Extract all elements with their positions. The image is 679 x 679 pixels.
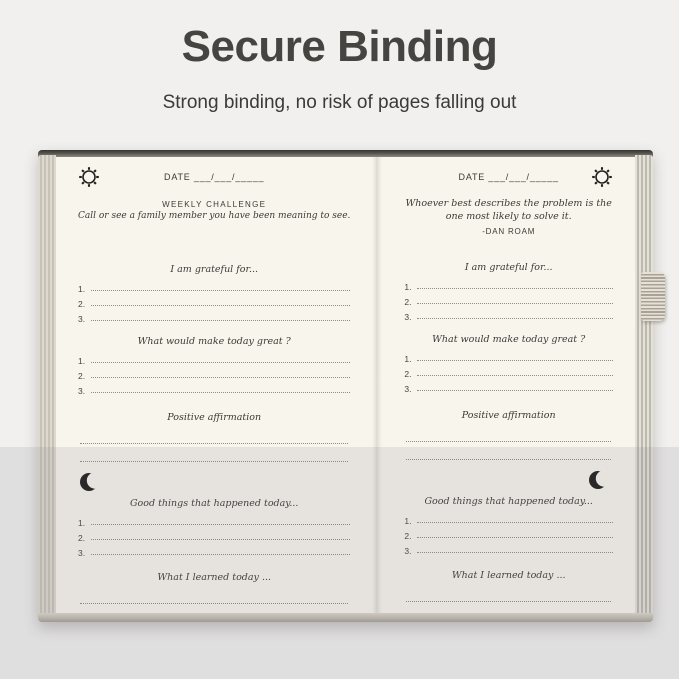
dotted-line (406, 427, 611, 442)
numbered-line (78, 294, 350, 309)
open-pages (56, 157, 635, 613)
numbered-line (404, 541, 613, 556)
line-number: 3. (404, 546, 412, 556)
weekly-challenge-heading: WEEKLY CHALLENGE (162, 200, 267, 209)
prompt-good-things: Good things that happened today... (424, 496, 593, 507)
today-great-lines (404, 349, 613, 394)
pen-loop (641, 272, 665, 321)
line-number: 3. (78, 548, 86, 558)
dotted-line (80, 447, 348, 462)
dotted-line (417, 318, 613, 319)
quote-text: Whoever best describes the problem is the one most likely to solve it. (405, 198, 612, 222)
line-number: 3. (404, 384, 412, 394)
good-things-lines (78, 513, 350, 558)
grateful-lines (78, 279, 350, 324)
line-number: 2. (404, 369, 412, 379)
evening-section-marker (404, 468, 613, 492)
dotted-line (417, 552, 613, 553)
dotted-line (417, 375, 613, 376)
dotted-line (417, 303, 613, 304)
page-title: Secure Binding (181, 22, 498, 71)
book-bottom-edge (38, 613, 653, 622)
line-number: 1. (404, 516, 412, 526)
prompt-grateful: I am grateful for... (464, 262, 553, 273)
moon-icon (589, 468, 611, 492)
evening-section-marker (78, 470, 350, 494)
today-great-lines (78, 351, 350, 396)
sun-icon (78, 166, 100, 188)
prompt-good-things: Good things that happened today... (129, 498, 299, 509)
quote-block (404, 198, 613, 256)
dotted-line (406, 587, 611, 602)
numbered-line (78, 309, 350, 324)
dotted-line (417, 522, 613, 523)
line-number: 2. (78, 533, 86, 543)
prompt-today-great: What would make today great ? (137, 336, 291, 347)
dotted-line (91, 305, 350, 306)
dotted-line (91, 524, 350, 525)
good-things-lines (404, 511, 613, 556)
numbered-line (404, 379, 613, 394)
numbered-line (404, 292, 613, 307)
dotted-line (91, 539, 350, 540)
numbered-line (78, 528, 350, 543)
book-top-edge (38, 150, 653, 157)
numbered-line (78, 513, 350, 528)
left-page (56, 157, 372, 613)
numbered-line (78, 381, 350, 396)
numbered-line (78, 543, 350, 558)
dotted-line (80, 429, 348, 444)
prompt-learned: What I learned today ... (157, 572, 271, 583)
quote-attribution: -DAN ROAM (482, 226, 536, 236)
line-number: 2. (78, 299, 86, 309)
right-page (382, 157, 635, 613)
moon-icon (80, 470, 102, 494)
numbered-line (404, 364, 613, 379)
dotted-line (91, 377, 350, 378)
weekly-challenge-block (78, 200, 350, 258)
book-left-cover-edge (38, 155, 56, 613)
dotted-line (417, 390, 613, 391)
journal-book (38, 150, 653, 622)
numbered-line (404, 307, 613, 322)
dotted-line (80, 589, 348, 604)
numbered-line (78, 279, 350, 294)
prompt-affirmation: Positive affirmation (461, 410, 556, 421)
dotted-line (406, 445, 611, 460)
book-right-cover-edge (635, 155, 653, 613)
line-number: 1. (404, 282, 412, 292)
sun-icon (591, 166, 613, 188)
grateful-lines (404, 277, 613, 322)
numbered-line (404, 526, 613, 541)
book-spine-gutter (372, 157, 382, 613)
numbered-line (78, 366, 350, 381)
line-number: 1. (404, 354, 412, 364)
dotted-line (417, 360, 613, 361)
numbered-line (404, 349, 613, 364)
prompt-grateful: I am grateful for... (170, 264, 259, 275)
line-number: 1. (78, 284, 86, 294)
header (0, 0, 679, 114)
prompt-today-great: What would make today great ? (432, 334, 586, 345)
line-number: 2. (78, 371, 86, 381)
affirmation-lines (78, 429, 350, 462)
line-number: 3. (404, 312, 412, 322)
line-number: 3. (78, 314, 86, 324)
line-number: 1. (78, 356, 86, 366)
date-field: DATE ___/___/_____ (458, 172, 559, 182)
line-number: 1. (78, 518, 86, 528)
prompt-affirmation: Positive affirmation (167, 412, 262, 423)
numbered-line (404, 277, 613, 292)
numbered-line (78, 351, 350, 366)
dotted-line (91, 362, 350, 363)
prompt-learned: What I learned today ... (451, 570, 566, 581)
line-number: 3. (78, 386, 86, 396)
dotted-line (91, 290, 350, 291)
line-number: 2. (404, 531, 412, 541)
dotted-line (91, 554, 350, 555)
numbered-line (404, 511, 613, 526)
dotted-line (91, 320, 350, 321)
page-subtitle: Strong binding, no risk of pages falling out (162, 91, 517, 113)
weekly-challenge-text: Call or see a family member you have been meaning to see. (78, 211, 351, 221)
dotted-line (417, 288, 613, 289)
affirmation-lines (404, 427, 613, 460)
dotted-line (91, 392, 350, 393)
line-number: 2. (404, 297, 412, 307)
date-field: DATE ___/___/_____ (164, 172, 265, 182)
dotted-line (417, 537, 613, 538)
